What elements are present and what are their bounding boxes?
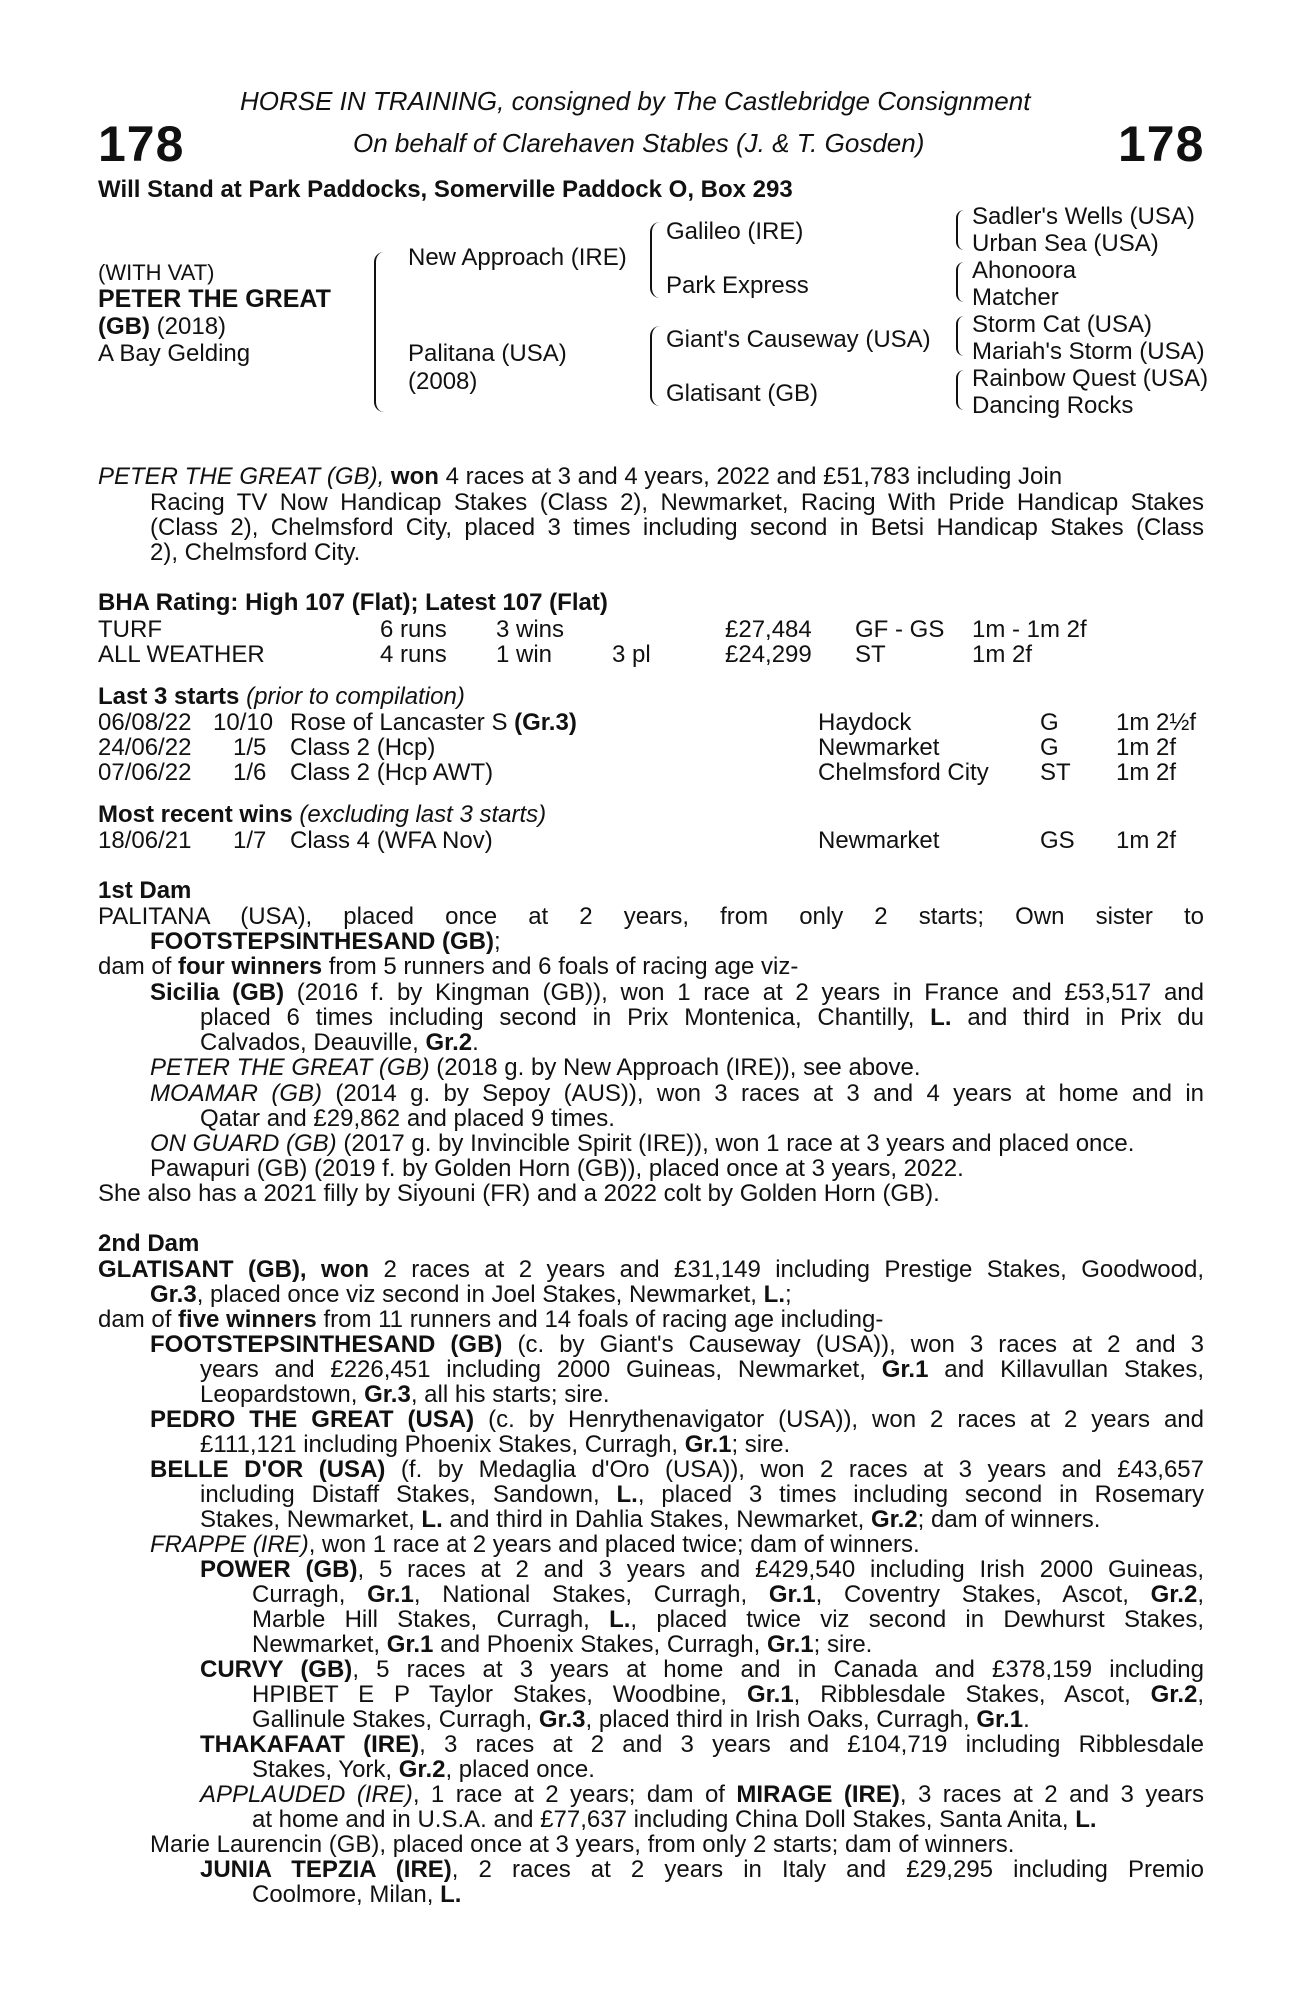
start-date: 07/06/22 <box>98 759 192 786</box>
second-dam-line: including Distaff Stakes, Sandown, L., placed 3 times including second in Rosemary <box>200 1481 1205 1508</box>
first-dam-line: Qatar and £29,862 and placed 9 times. <box>200 1105 615 1132</box>
rating-runs: 4 runs <box>380 641 447 668</box>
start-dist: 1m 2f <box>1116 734 1177 761</box>
second-dam-line: Newmarket, Gr.1 and Phoenix Stakes, Curragh, Gr.1; sire. <box>252 1631 873 1658</box>
second-dam-line: BELLE D'OR (USA) (f. by Medaglia d'Oro (USA)), won 2 races at 3 years and £43,657 <box>150 1456 1204 1483</box>
second-dam-line: dam of five winners from 11 runners and 14 foals of racing age including- <box>98 1306 884 1333</box>
start-date: 06/08/22 <box>98 709 192 736</box>
pedigree-sdd: Matcher <box>972 284 1059 311</box>
second-dam-line: Curragh, Gr.1, National Stakes, Curragh, Gr.1, Coventry Stakes, Ascot, Gr.2, <box>252 1581 1204 1608</box>
second-dam-line: GLATISANT (GB), won 2 races at 2 years and £31,149 including Prestige Stakes, Goodwood, <box>98 1256 1205 1283</box>
horse-origin-year <box>98 313 226 341</box>
rating-wins: 1 win <box>496 641 553 668</box>
second-dam-line: £111,121 including Phoenix Stakes, Curragh, Gr.1; sire. <box>200 1431 791 1458</box>
second-dam-line: FOOTSTEPSINTHESAND (GB) (c. by Giant's Causeway (USA)), won 3 races at 2 and 3 <box>150 1331 1204 1358</box>
second-dam-line: FRAPPE (IRE), won 1 race at 2 years and placed twice; dam of winners. <box>150 1531 920 1558</box>
first-dam-line: MOAMAR (GB) (2014 g. by Sepoy (AUS)), won 3 races at 3 and 4 years at home and in <box>150 1080 1205 1107</box>
summary-line-2: Racing TV Now Handicap Stakes (Class 2), Newmarket, Racing With Pride Handicap Stakes <box>150 489 1204 516</box>
recent-dist: 1m 2f <box>1116 827 1177 854</box>
pedigree-brace-sire <box>650 222 660 298</box>
first-dam-line: PETER THE GREAT (GB) (2018 g. by New Approach (IRE)), see above. <box>150 1054 921 1081</box>
pedigree-sss: Sadler's Wells (USA) <box>972 203 1195 230</box>
rating-distance: 1m 2f <box>972 641 1033 668</box>
last3-heading: Last 3 starts (prior to compilation) <box>98 683 465 710</box>
pedigree-dds: Rainbow Quest (USA) <box>972 365 1209 392</box>
second-dam-line: Stakes, York, Gr.2, placed once. <box>252 1756 595 1783</box>
pedigree-sire: New Approach (IRE) <box>408 244 627 271</box>
summary-line-3: (Class 2), Chelmsford City, placed 3 times including second in Betsi Handicap Stakes (Class <box>150 514 1204 541</box>
horse-description: A Bay Gelding <box>98 340 251 367</box>
recent-going: GS <box>1040 827 1075 854</box>
second-dam-line: JUNIA TEPZIA (IRE), 2 races at 2 years in Italy and £29,295 including Premio <box>200 1856 1204 1883</box>
pedigree-brace-ss <box>956 210 964 250</box>
start-course: Haydock <box>818 709 912 736</box>
rating-going: GF - GS <box>855 616 945 643</box>
start-pos: 1/5 <box>233 734 267 761</box>
start-pos: 1/6 <box>233 759 267 786</box>
second-dam-line: at home and in U.S.A. and £77,637 including China Doll Stakes, Santa Anita, L. <box>252 1806 1097 1833</box>
horse-name: PETER THE GREAT <box>98 285 331 313</box>
start-dist: 1m 2f <box>1116 759 1177 786</box>
stand-location: Will Stand at Park Paddocks, Somerville Paddock O, Box 293 <box>98 176 793 203</box>
pedigree-brace-dam <box>650 326 660 406</box>
recent-date: 18/06/21 <box>98 827 192 854</box>
first-dam-line: PALITANA (USA), placed once at 2 years, from only 2 starts; Own sister to <box>98 903 1204 930</box>
pedigree-dsd: Mariah's Storm (USA) <box>972 338 1205 365</box>
second-dam-line: Gallinule Stakes, Curragh, Gr.3, placed third in Irish Oaks, Curragh, Gr.1. <box>252 1706 1030 1733</box>
recent-pos: 1/7 <box>233 827 267 854</box>
recent-wins-heading: Most recent wins (excluding last 3 starts) <box>98 801 547 828</box>
pedigree-sire-sire: Galileo (IRE) <box>666 218 804 245</box>
second-dam-line: Stakes, Newmarket, L. and third in Dahlia Stakes, Newmarket, Gr.2; dam of winners. <box>200 1506 1101 1533</box>
pedigree-dam-dam: Glatisant (GB) <box>666 380 819 407</box>
first-dam-heading: 1st Dam <box>98 877 192 904</box>
pedigree-brace-ds <box>956 316 964 356</box>
first-dam-line: placed 6 times including second in Prix Montenica, Chantilly, L. and third in Prix du <box>200 1004 1204 1031</box>
rating-surface: ALL WEATHER <box>98 641 265 668</box>
second-dam-line: PEDRO THE GREAT (USA) (c. by Henrythenavigator (USA)), won 2 races at 2 years and <box>150 1406 1205 1433</box>
rating-money: £27,484 <box>725 616 812 643</box>
recent-race: Class 4 (WFA Nov) <box>290 827 493 854</box>
start-race: Class 2 (Hcp) <box>290 734 436 761</box>
pedigree-sds: Ahonoora <box>972 257 1077 284</box>
second-dam-line: Marie Laurencin (GB), placed once at 3 years, from only 2 starts; dam of winners. <box>150 1831 1015 1858</box>
first-dam-line: She also has a 2021 filly by Siyouni (FR) and a 2022 colt by Golden Horn (GB). <box>98 1180 940 1207</box>
first-dam-line: ON GUARD (GB) (2017 g. by Invincible Spirit (IRE)), won 1 race at 3 years and placed once. <box>150 1130 1135 1157</box>
pedigree-ssd: Urban Sea (USA) <box>972 230 1159 257</box>
start-going: G <box>1040 734 1059 761</box>
second-dam-line: Gr.3, placed once viz second in Joel Stakes, Newmarket, L.; <box>150 1281 792 1308</box>
second-dam-line: Coolmore, Milan, L. <box>252 1881 462 1908</box>
pedigree-brace-main <box>374 252 386 412</box>
start-pos: 10/10 <box>213 709 274 736</box>
lot-number-left: 178 <box>98 116 185 172</box>
rating-row: TURF <box>98 616 162 643</box>
second-dam-line: CURVY (GB), 5 races at 3 years at home and in Canada and £378,159 including <box>200 1656 1205 1683</box>
rating-runs: 6 runs <box>380 616 447 643</box>
first-dam-line: Calvados, Deauville, Gr.2. <box>200 1029 479 1056</box>
summary-line-4: 2), Chelmsford City. <box>150 539 361 566</box>
second-dam-line: Leopardstown, Gr.3, all his starts; sire. <box>200 1381 610 1408</box>
behalf-line: On behalf of Clarehaven Stables (J. & T. Gosden) <box>353 128 925 158</box>
second-dam-line: HPIBET E P Taylor Stakes, Woodbine, Gr.1, Ribblesdale Stakes, Ascot, Gr.2, <box>252 1681 1205 1708</box>
second-dam-line: years and £226,451 including 2000 Guineas, Newmarket, Gr.1 and Killavullan Stakes, <box>200 1356 1204 1383</box>
rating-wins: 3 wins <box>496 616 565 643</box>
horse-year: (2018) <box>156 313 227 340</box>
pedigree-dam-sire: Giant's Causeway (USA) <box>666 326 931 353</box>
start-going: G <box>1040 709 1059 736</box>
start-dist: 1m 2½f <box>1116 709 1197 736</box>
summary-line-1: PETER THE GREAT (GB), won 4 races at 3 and 4 years, 2022 and £51,783 including Join <box>98 463 1063 490</box>
rating-money: £24,299 <box>725 641 812 668</box>
recent-course: Newmarket <box>818 827 940 854</box>
start-race: Class 2 (Hcp AWT) <box>290 759 494 786</box>
consignment-line: HORSE IN TRAINING, consigned by The Castlebridge Consignment <box>240 86 1031 116</box>
lot-number-right: 178 <box>1118 116 1205 172</box>
vat-label: (WITH VAT) <box>98 260 215 285</box>
pedigree-ddd: Dancing Rocks <box>972 392 1134 419</box>
start-race: Rose of Lancaster S (Gr.3) <box>290 709 577 736</box>
pedigree-sire-dam: Park Express <box>666 272 809 299</box>
first-dam-line: Pawapuri (GB) (2019 f. by Golden Horn (GB)), placed once at 3 years, 2022. <box>150 1155 964 1182</box>
first-dam-line: FOOTSTEPSINTHESAND (GB); <box>150 928 501 955</box>
pedigree-dss: Storm Cat (USA) <box>972 311 1153 338</box>
start-course: Newmarket <box>818 734 940 761</box>
rating-placed: 3 pl <box>612 641 651 668</box>
first-dam-line: Sicilia (GB) (2016 f. by Kingman (GB)), won 1 race at 2 years in France and £53,517 and <box>150 979 1204 1006</box>
first-dam-line: dam of four winners from 5 runners and 6 foals of racing age viz- <box>98 953 799 980</box>
pedigree-dam: Palitana (USA) <box>408 340 567 367</box>
second-dam-line: Marble Hill Stakes, Curragh, L., placed twice viz second in Dewhurst Stakes, <box>252 1606 1205 1633</box>
second-dam-line: APPLAUDED (IRE), 1 race at 2 years; dam of MIRAGE (IRE), 3 races at 2 and 3 years <box>200 1781 1205 1808</box>
start-course: Chelmsford City <box>818 759 989 786</box>
rating-distance: 1m - 1m 2f <box>972 616 1087 643</box>
pedigree-dam-year: (2008) <box>408 368 478 395</box>
bha-rating-title: BHA Rating: High 107 (Flat); Latest 107 (Flat) <box>98 589 608 616</box>
second-dam-line: POWER (GB), 5 races at 2 and 3 years and £429,540 including Irish 2000 Guineas, <box>200 1556 1204 1583</box>
pedigree-brace-dd <box>956 370 964 410</box>
second-dam-heading: 2nd Dam <box>98 1230 200 1257</box>
start-going: ST <box>1040 759 1071 786</box>
horse-suffix: (GB) <box>98 313 150 340</box>
second-dam-line: THAKAFAAT (IRE), 3 races at 2 and 3 years and £104,719 including Ribblesdale <box>200 1731 1204 1758</box>
start-date: 24/06/22 <box>98 734 192 761</box>
rating-going: ST <box>855 641 886 668</box>
pedigree-brace-sd <box>956 262 964 302</box>
